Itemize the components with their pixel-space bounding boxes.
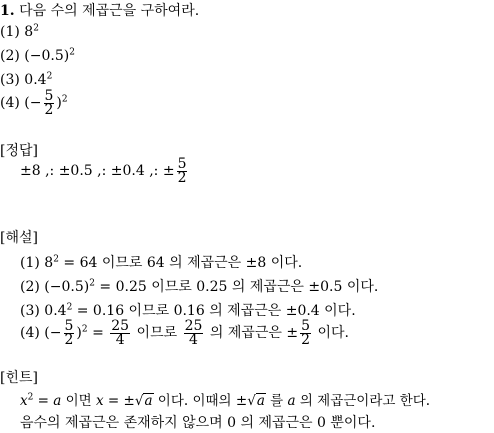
fraction-denominator: 2 [177, 169, 187, 186]
math-var: x [20, 393, 28, 409]
fraction-numerator: 5 [177, 155, 187, 172]
math-exponent: 2 [27, 392, 34, 403]
problem-instruction: 다음 수의 제곱근을 구하여라. [19, 3, 200, 19]
answer-fraction [177, 155, 188, 186]
item-exponent: 2 [46, 71, 53, 82]
fraction [184, 317, 204, 348]
item-exponent: 2 [61, 94, 68, 105]
line-label: (2) [20, 279, 40, 295]
line-expr: 8 [44, 255, 54, 271]
fraction [300, 317, 311, 348]
explanation-line-4 [20, 318, 349, 348]
item-close: ) [56, 95, 62, 111]
hint-text: = [33, 393, 54, 409]
problem-item-3 [0, 71, 52, 89]
problem-item-4 [0, 88, 68, 118]
item-open: (− [24, 95, 42, 111]
hint-text: 를 [265, 393, 288, 409]
fraction-numerator: 5 [301, 317, 311, 334]
fraction-denominator: 2 [301, 331, 311, 348]
problem-item-2 [0, 47, 75, 65]
problem-item-1 [0, 23, 39, 41]
line-exponent: 2 [53, 254, 59, 265]
item-expr: 8 [24, 24, 34, 40]
item-expr: (−0.5) [24, 48, 70, 64]
line-close: ) [76, 325, 82, 341]
item-label: (4) [0, 95, 20, 111]
line-text: = 0.16 이므로 0.16 의 제곱근은 ±0.4 이다. [72, 303, 356, 319]
sqrt-radicand: a [144, 393, 153, 409]
line-exponent: 2 [89, 278, 95, 289]
line-label: (3) [20, 303, 40, 319]
explanation-line-2 [20, 278, 378, 296]
fraction [64, 317, 75, 348]
fraction-numerator: 25 [184, 317, 203, 334]
line-expr: (−0.5) [44, 279, 90, 295]
line-label: (1) [20, 255, 40, 271]
fraction [110, 317, 130, 348]
fraction-denominator: 4 [189, 331, 198, 348]
hint-text: 이다. 이때의 ± [153, 393, 248, 409]
answer-text: ±8 ,: ±0.5 ,: ±0.4 ,: ± [20, 163, 175, 179]
explanation-line-1 [20, 254, 302, 272]
line-expr: 0.4 [44, 303, 67, 319]
hint-text: 이면 [61, 393, 96, 409]
line-label: (4) [20, 325, 40, 341]
item-exponent: 2 [33, 23, 39, 34]
item-exponent: 2 [69, 47, 75, 58]
fraction-denominator: 4 [115, 331, 125, 348]
explanation-heading: [해설] [0, 230, 38, 246]
line-mid: 이므로 [132, 325, 182, 341]
line-exponent: 2 [81, 324, 88, 335]
math-var: x [96, 393, 104, 409]
sqrt-icon: √ [134, 393, 144, 409]
line-exponent: 2 [66, 302, 73, 313]
problem-title [0, 2, 199, 20]
answer-line [20, 156, 189, 186]
math-var: a [53, 393, 62, 409]
line-text: = 64 이므로 64 의 제곱근은 ±8 이다. [58, 255, 303, 271]
fraction-numerator: 5 [64, 317, 74, 334]
line-eq: = [87, 325, 109, 341]
item-label: (3) [0, 72, 20, 88]
math-var: a [287, 393, 296, 409]
item-expr: 0.4 [24, 72, 47, 88]
hint-text: 의 제곱근이라고 한다. [295, 393, 431, 409]
line-tail: 의 제곱근은 ± [205, 325, 299, 341]
item-label: (1) [0, 24, 20, 40]
fraction-denominator: 2 [64, 331, 74, 348]
hint-line-2: 음수의 제곱근은 존재하지 않으며 0 의 제곱근은 0 뿐이다. [20, 415, 376, 431]
sqrt-radicand: a [256, 393, 265, 409]
hint-heading: [힌트] [0, 370, 38, 386]
line-text: = 0.25 이므로 0.25 의 제곱근은 ±0.5 이다. [94, 279, 379, 295]
fraction [44, 87, 55, 118]
hint-text: = ± [103, 393, 135, 409]
line-open: (− [44, 325, 62, 341]
answer-heading: [정답] [0, 143, 38, 159]
item-label: (2) [0, 48, 20, 64]
fraction-numerator: 25 [111, 317, 130, 334]
fraction-numerator: 5 [44, 87, 54, 104]
hint-line-1 [20, 392, 430, 410]
line-tail-end: 이다. [313, 325, 349, 341]
fraction-denominator: 2 [44, 101, 54, 118]
problem-number: 1. [0, 3, 15, 19]
sqrt-icon: √ [247, 393, 256, 409]
